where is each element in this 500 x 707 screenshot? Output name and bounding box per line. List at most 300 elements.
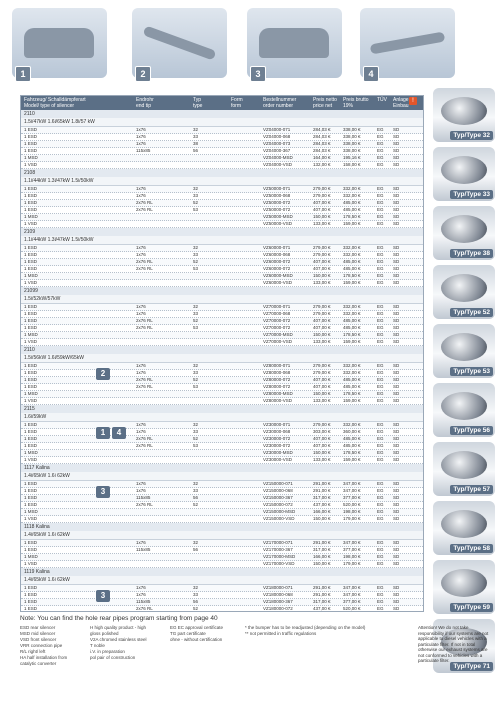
table-cell: SD (393, 325, 400, 330)
table-cell: VZ04000-071 (263, 127, 291, 132)
table-cell: EG (377, 585, 384, 590)
table-cell: SD (393, 391, 400, 396)
table-cell: EG (377, 540, 384, 545)
table-cell: 115x85 (136, 599, 151, 604)
table-cell: 485,00 € (343, 384, 361, 389)
table-cell: 52 (193, 259, 199, 264)
vehicle-section (21, 228, 423, 287)
table-cell: 347,00 € (343, 585, 361, 590)
table-cell: 1 VSD (24, 221, 38, 226)
table-cell: 159,00 € (343, 280, 361, 285)
tail-pipe-icon (441, 569, 487, 597)
engine-variants: 1.4i/65kW 1.6i 62kW (21, 531, 423, 540)
table-cell: 317,00 € (313, 495, 331, 500)
table-cell: SD (393, 186, 400, 191)
table-cell: SD (393, 370, 400, 375)
table-cell: 33 (193, 488, 199, 493)
table-cell: 53 (193, 384, 199, 389)
tail-pipe-tip (433, 265, 495, 319)
table-cell: SD (393, 162, 400, 167)
table-row (21, 200, 423, 207)
table-row (21, 450, 423, 457)
header-endtip: Endrohr (136, 97, 154, 103)
table-cell: VZ150000-367 (263, 495, 293, 500)
table-cell: VZ60000-072 (263, 266, 291, 271)
table-cell: EG (377, 325, 384, 330)
table-cell: SD (393, 547, 400, 552)
legend (20, 625, 430, 690)
photo-reference-badge: 2 (96, 368, 110, 380)
table-cell: EG (377, 384, 384, 389)
table-row (21, 311, 423, 318)
table-row (21, 266, 423, 273)
legend-entry: i.V. in preparation (90, 649, 125, 654)
engine-variants: 1.5i/52kW/57kW (21, 295, 423, 304)
table-cell: 347,00 € (343, 488, 361, 493)
table-cell: SD (393, 457, 400, 462)
legend-entry: H high quality product - high (90, 625, 147, 630)
tip-type-label: Typ/Type 33 (450, 190, 493, 199)
table-body (21, 110, 423, 612)
table-cell: SD (393, 450, 400, 455)
table-cell: 485,00 € (343, 325, 361, 330)
table-cell: 2x76 RL (136, 502, 153, 507)
table-cell: EG (377, 502, 384, 507)
table-cell: 195,16 € (343, 155, 361, 160)
table-cell: SD (393, 363, 400, 368)
table-cell: 291,00 € (313, 488, 331, 493)
table-cell: 1 ESD (24, 370, 38, 375)
legend-entry: catalytic converter (20, 661, 57, 666)
table-cell: 1 ESD (24, 377, 38, 382)
table-row (21, 280, 423, 287)
table-cell: 1 ESD (24, 245, 38, 250)
table-cell: VZ150000-VSD (263, 516, 295, 521)
table-cell: 317,00 € (313, 547, 331, 552)
table-cell: 53 (193, 266, 199, 271)
table-cell: VZ80000-068 (263, 370, 291, 375)
table-cell: EG (377, 245, 384, 250)
table-row (21, 155, 423, 162)
table-row (21, 339, 423, 346)
table-cell: 150,00 € (313, 516, 331, 521)
table-cell: VZ30000-068 (263, 429, 291, 434)
table-cell: VZ70000-071 (263, 304, 291, 309)
table-cell: SD (393, 488, 400, 493)
header-install-en: Einbau (393, 103, 409, 109)
table-cell: SD (393, 252, 400, 257)
engine-variants: 1.4i/65kW 1.6i 62kW (21, 576, 423, 585)
table-row (21, 193, 423, 200)
legend-column (245, 625, 415, 637)
table-cell: EG (377, 436, 384, 441)
table-cell: EG (377, 481, 384, 486)
table-cell: SD (393, 134, 400, 139)
table-cell: SD (393, 259, 400, 264)
table-cell: 1 ESD (24, 266, 38, 271)
photo-number-3: 3 (250, 66, 266, 82)
warning-icon: ! (409, 97, 417, 105)
table-cell: SD (393, 200, 400, 205)
table-cell: 407,00 € (313, 443, 331, 448)
tip-type-label: Typ/Type 58 (450, 544, 493, 553)
table-cell: VZ80000-VSD (263, 398, 293, 403)
table-cell: 1 ESD (24, 585, 38, 590)
table-cell: SD (393, 304, 400, 309)
table-row (21, 509, 423, 516)
table-cell: VZ80000-072 (263, 377, 291, 382)
table-cell: SD (393, 606, 400, 611)
table-cell: 332,00 € (343, 252, 361, 257)
table-cell: 377,00 € (343, 599, 361, 604)
table-cell: 1 ESD (24, 384, 38, 389)
legend-entry: ohne - without certification (170, 637, 223, 642)
table-cell: 56 (193, 599, 199, 604)
table-cell: 178,50 € (343, 214, 361, 219)
table-row (21, 325, 423, 332)
legend-entry: VRR connection pipe (20, 643, 63, 648)
table-cell: SD (393, 540, 400, 545)
table-cell: VZ180000-072 (263, 606, 293, 611)
table-cell: 284,03 € (313, 134, 331, 139)
table-cell: VZ180000-068 (263, 592, 293, 597)
table-cell: EG (377, 162, 384, 167)
vehicle-section (21, 346, 423, 405)
table-cell: 166,00 € (313, 509, 331, 514)
table-cell: VZ80000-MSD (263, 391, 293, 396)
table-cell: 1 ESD (24, 311, 38, 316)
table-cell: 485,00 € (343, 266, 361, 271)
table-cell: 150,00 € (313, 273, 331, 278)
table-cell: 520,00 € (343, 502, 361, 507)
table-cell: 279,00 € (313, 311, 331, 316)
tail-pipe-tip (433, 501, 495, 555)
table-cell: 1 ESD (24, 363, 38, 368)
table-cell: EG (377, 339, 384, 344)
table-cell: 33 (193, 193, 199, 198)
table-cell: EG (377, 391, 384, 396)
tail-pipe-tip (433, 560, 495, 614)
table-cell: 1 ESD (24, 495, 38, 500)
table-cell: 179,00 € (343, 516, 361, 521)
header-model-en: Model/ type of silencer (24, 103, 75, 109)
table-cell: 2x76 RL (136, 266, 153, 271)
tail-pipe-icon (441, 451, 487, 479)
table-cell: 1 ESD (24, 141, 38, 146)
table-cell: 1x76 (136, 585, 146, 590)
table-row (21, 252, 423, 259)
table-cell: 332,00 € (343, 245, 361, 250)
table-cell: VZ30000-VSD (263, 457, 293, 462)
table-cell: VZ04000-MSD (263, 155, 293, 160)
table-cell: 485,00 € (343, 436, 361, 441)
table-cell: 338,00 € (343, 127, 361, 132)
tail-pipe-tip (433, 442, 495, 496)
table-cell: 284,03 € (313, 141, 331, 146)
vehicle-section (21, 568, 423, 612)
table-cell: VZ50000-MSD (263, 214, 293, 219)
table-cell: 1x76 (136, 363, 146, 368)
table-cell: 133,00 € (313, 339, 331, 344)
table-row (21, 384, 423, 391)
table-cell: 291,00 € (313, 481, 331, 486)
table-cell: EG (377, 599, 384, 604)
header-type: Typ (193, 97, 202, 103)
table-cell: 1 MSD (24, 391, 38, 396)
table-cell: 1 MSD (24, 450, 38, 455)
table-cell: 1x76 (136, 429, 146, 434)
table-cell: 150,00 € (313, 561, 331, 566)
table-row (21, 245, 423, 252)
photo-number-4: 4 (363, 66, 379, 82)
table-cell: 407,00 € (313, 377, 331, 382)
table-row (21, 398, 423, 405)
photo-number-1: 1 (15, 66, 31, 82)
table-cell: 377,00 € (343, 547, 361, 552)
table-cell: 1 ESD (24, 318, 38, 323)
table-cell: SD (393, 193, 400, 198)
header-endtip-en: end tip (136, 103, 152, 109)
engine-variants: 1.4i/65kW 1.6i 62kW (21, 472, 423, 481)
table-cell: EG (377, 429, 384, 434)
table-cell: 1 MSD (24, 214, 38, 219)
header-order: Bestellnummer (263, 97, 297, 103)
table-row (21, 606, 423, 612)
table-cell: SD (393, 377, 400, 382)
tail-pipe-icon (441, 333, 487, 361)
table-cell: 33 (193, 370, 199, 375)
table-cell: 1x76 (136, 488, 146, 493)
table-cell: 1 ESD (24, 429, 38, 434)
table-cell: SD (393, 332, 400, 337)
table-cell: VZ170000-367 (263, 547, 293, 552)
table-cell: 53 (193, 443, 199, 448)
table-cell: 284,03 € (313, 148, 331, 153)
table-row (21, 457, 423, 464)
table-cell: 407,00 € (313, 384, 331, 389)
table-cell: SD (393, 502, 400, 507)
vehicle-model: 2110 (21, 346, 423, 354)
table-row (21, 488, 423, 495)
table-cell: VZ50000-072 (263, 200, 291, 205)
table-row (21, 148, 423, 155)
table-cell: VZ70000-072 (263, 318, 291, 323)
table-cell: 32 (193, 585, 199, 590)
table-row (21, 554, 423, 561)
table-cell: 407,00 € (313, 436, 331, 441)
table-cell: 291,00 € (313, 592, 331, 597)
table-cell: 1 VSD (24, 516, 38, 521)
table-cell: EG (377, 252, 384, 257)
legend-entry: MSD mid silencer (20, 631, 56, 636)
table-cell: 1x76 (136, 186, 146, 191)
table-cell: VZ80000-071 (263, 363, 291, 368)
table-cell: EG (377, 488, 384, 493)
table-cell: 166,00 € (313, 554, 331, 559)
table-cell: SD (393, 422, 400, 427)
table-cell: VZ70000-068 (263, 311, 291, 316)
tail-pipe-icon (441, 510, 487, 538)
table-cell: 1x76 (136, 252, 146, 257)
table-cell: 1 VSD (24, 162, 38, 167)
table-cell: SD (393, 384, 400, 389)
vehicle-model: 2109 (21, 228, 423, 236)
table-cell: VZ170000-071 (263, 540, 293, 545)
table-cell: SD (393, 311, 400, 316)
table-cell: SD (393, 436, 400, 441)
table-cell: EG (377, 606, 384, 611)
legend-entry: ESD rear silencer (20, 625, 56, 630)
table-row (21, 141, 423, 148)
table-cell: 178,50 € (343, 332, 361, 337)
table-row (21, 481, 423, 488)
table-cell: 407,00 € (313, 259, 331, 264)
table-cell: 32 (193, 245, 199, 250)
table-cell: SD (393, 554, 400, 559)
tail-pipe-icon (441, 215, 487, 243)
tail-pipe-icon (441, 274, 487, 302)
table-cell: VZ70000-VSD (263, 339, 293, 344)
table-cell: 1x76 (136, 127, 146, 132)
table-cell: SD (393, 221, 400, 226)
table-cell: VZ80000-072 (263, 384, 291, 389)
tail-pipe-tip (433, 324, 495, 378)
vehicle-section (21, 464, 423, 523)
table-cell: 360,00 € (343, 429, 361, 434)
price-table (20, 95, 424, 612)
table-cell: VZ04000-068 (263, 134, 291, 139)
tail-pipe-icon (441, 156, 487, 184)
tip-type-label: Typ/Type 59 (450, 603, 493, 612)
table-cell: 437,00 € (313, 606, 331, 611)
table-cell: 32 (193, 422, 199, 427)
table-cell: 279,00 € (313, 363, 331, 368)
vehicle-section (21, 110, 423, 169)
table-cell: 1 ESD (24, 502, 38, 507)
table-cell: 158,00 € (343, 162, 361, 167)
table-cell: 115x85 (136, 547, 151, 552)
table-cell: EG (377, 207, 384, 212)
table-cell: 291,00 € (313, 585, 331, 590)
table-cell: 1x76 (136, 311, 146, 316)
table-cell: 1 ESD (24, 148, 38, 153)
table-cell: 338,00 € (343, 148, 361, 153)
vehicle-section (21, 287, 423, 346)
table-row (21, 391, 423, 398)
table-cell: SD (393, 318, 400, 323)
table-cell: 52 (193, 377, 199, 382)
table-cell: 1 MSD (24, 554, 38, 559)
table-cell: 53 (193, 207, 199, 212)
table-cell: 1x76 (136, 134, 146, 139)
legend-entry: HA half installation from (20, 655, 68, 660)
table-cell: VZ30000-071 (263, 422, 291, 427)
table-cell: 1x76 (136, 141, 146, 146)
table-cell: 1 ESD (24, 488, 38, 493)
tail-pipe-icon (441, 392, 487, 420)
vehicle-model: 2110 (21, 110, 423, 118)
table-cell: 132,00 € (313, 162, 331, 167)
table-cell: VZ30000-072 (263, 443, 291, 448)
table-cell: 1 ESD (24, 193, 38, 198)
table-cell: EG (377, 561, 384, 566)
vehicle-model: 1119 Kalina (21, 568, 423, 576)
table-cell: EG (377, 495, 384, 500)
table-cell: 1 ESD (24, 606, 38, 611)
table-cell: 377,00 € (343, 495, 361, 500)
table-cell: 32 (193, 186, 199, 191)
tip-type-label: Typ/Type 38 (450, 249, 493, 258)
table-cell: 2x76 RL (136, 207, 153, 212)
table-cell: 164,00 € (313, 155, 331, 160)
table-cell: 1 ESD (24, 599, 38, 604)
table-row (21, 502, 423, 509)
table-cell: 178,50 € (343, 391, 361, 396)
table-cell: 159,00 € (343, 221, 361, 226)
table-cell: 178,50 € (343, 273, 361, 278)
table-cell: 1 ESD (24, 127, 38, 132)
attention-note: Attention! We do not take responsibility if our systems are not applicable to diesel vehicles with a particulate filter. If not in total otherwise our exhaust systems are not conformed to vehicles with a particulate filter. (418, 625, 489, 663)
table-cell: 150,00 € (313, 391, 331, 396)
table-cell: SD (393, 141, 400, 146)
vehicle-section (21, 405, 423, 464)
tip-type-label: Typ/Type 56 (450, 426, 493, 435)
table-cell: 1x76 (136, 245, 146, 250)
table-cell: 1 VSD (24, 280, 38, 285)
table-cell: 291,00 € (313, 540, 331, 545)
table-cell: EG (377, 311, 384, 316)
table-cell: EG (377, 214, 384, 219)
table-cell: 33 (193, 592, 199, 597)
table-cell: 279,00 € (313, 193, 331, 198)
table-cell: VZ150000-MSD (263, 509, 296, 514)
table-cell: VZ60000-072 (263, 259, 291, 264)
table-cell: 159,00 € (343, 398, 361, 403)
legend-entry: pol pair of construction (90, 655, 136, 660)
vehicle-model: 2108 (21, 169, 423, 177)
table-cell: EG (377, 457, 384, 462)
table-cell: 1 ESD (24, 592, 38, 597)
table-cell: VZ50000-071 (263, 186, 291, 191)
table-cell: SD (393, 207, 400, 212)
table-row (21, 318, 423, 325)
table-cell: VZ30000-072 (263, 436, 291, 441)
table-row (21, 370, 423, 377)
table-cell: 52 (193, 606, 199, 611)
table-cell: VZ04000-367 (263, 148, 291, 153)
table-cell: 32 (193, 540, 199, 545)
table-cell: 56 (193, 495, 199, 500)
table-cell: 198,00 € (343, 554, 361, 559)
legend-column (90, 625, 170, 661)
table-cell: SD (393, 245, 400, 250)
tip-type-label: Typ/Type 53 (450, 367, 493, 376)
table-cell: 2x76 RL (136, 259, 153, 264)
table-cell: EG (377, 127, 384, 132)
table-cell: 485,00 € (343, 318, 361, 323)
vehicle-model: 2115 (21, 405, 423, 413)
table-cell: EG (377, 193, 384, 198)
legend-entry: gloss polished (90, 631, 119, 636)
table-row (21, 304, 423, 311)
tail-pipe-tip (433, 147, 495, 201)
table-cell: 133,00 € (313, 457, 331, 462)
table-cell: 332,00 € (343, 193, 361, 198)
table-cell: 338,00 € (343, 141, 361, 146)
header-form-en: form (231, 103, 241, 109)
table-cell: 1 ESD (24, 436, 38, 441)
table-cell: 178,50 € (343, 450, 361, 455)
